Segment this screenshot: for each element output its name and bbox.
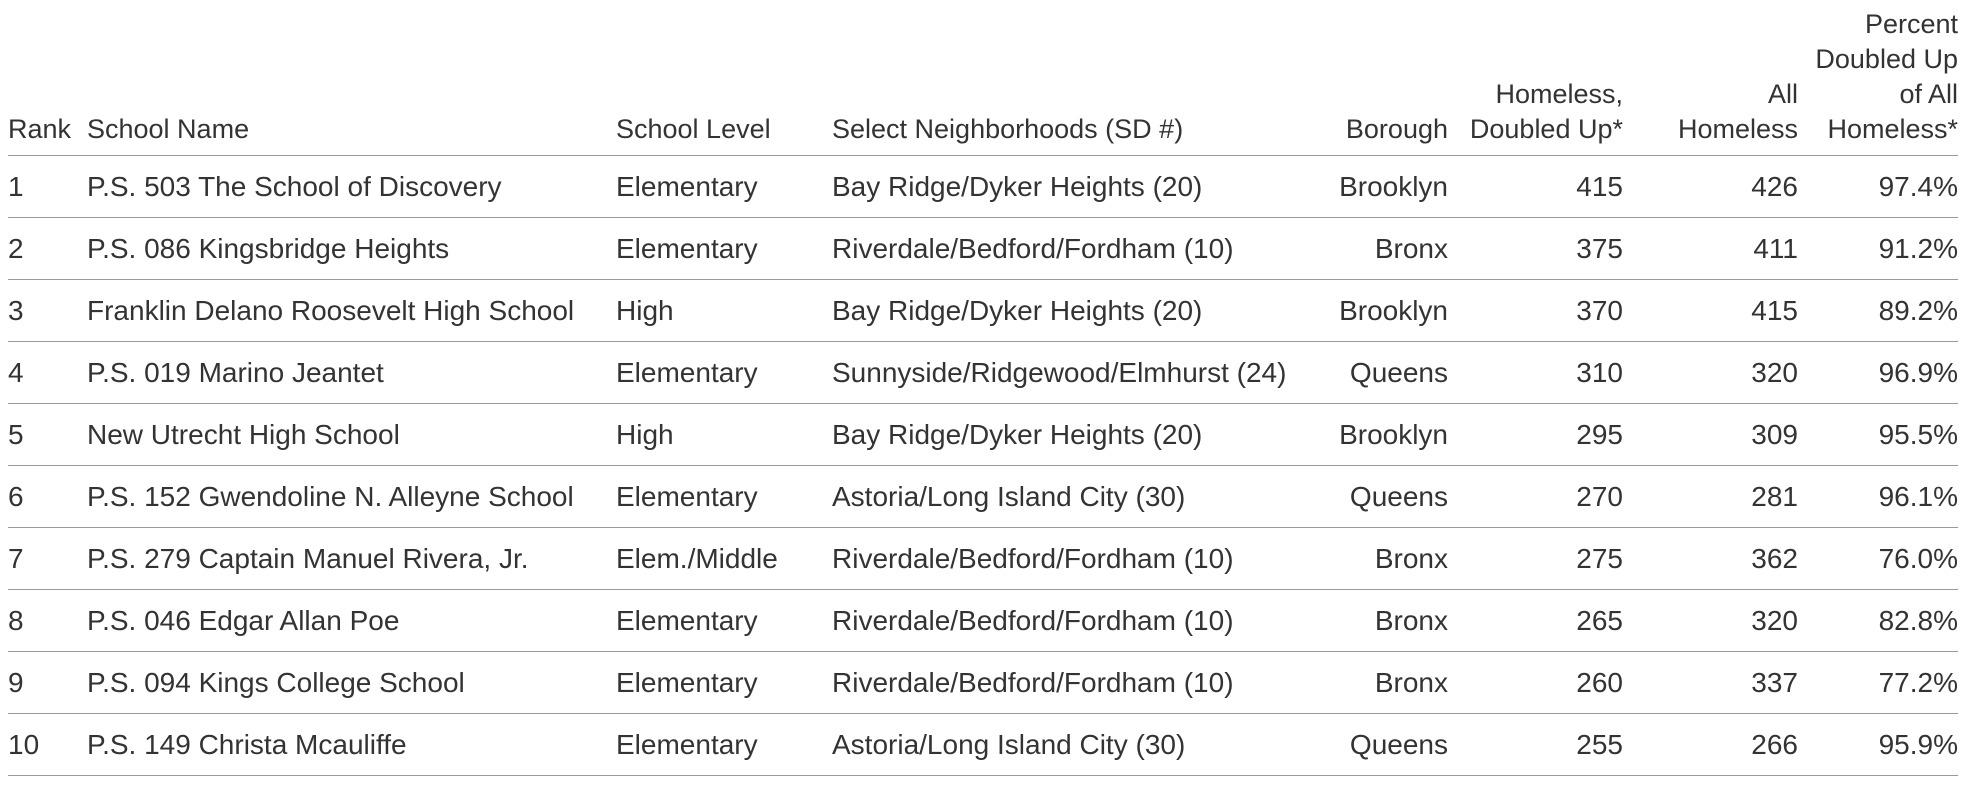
- cell-rank: 2: [8, 218, 87, 280]
- cell-all-homeless: 415: [1623, 280, 1798, 342]
- cell-percent: 97.4%: [1798, 156, 1958, 218]
- header-borough: Borough: [1320, 0, 1448, 156]
- header-homeless-doubled-up: [1448, 0, 1623, 156]
- cell-borough: Bronx: [1320, 590, 1448, 652]
- table-row: [8, 280, 1958, 342]
- cell-all-homeless: 411: [1623, 218, 1798, 280]
- cell-school-name: P.S. 503 The School of Discovery: [87, 156, 616, 218]
- cell-rank: 4: [8, 342, 87, 404]
- cell-borough: Bronx: [1320, 218, 1448, 280]
- cell-neighborhood: Bay Ridge/Dyker Heights (20): [832, 156, 1320, 218]
- cell-rank: 8: [8, 590, 87, 652]
- cell-doubled-up: 265: [1448, 590, 1623, 652]
- cell-percent: 91.2%: [1798, 218, 1958, 280]
- header-percent-line3: of All: [1899, 79, 1958, 109]
- cell-rank: 6: [8, 466, 87, 528]
- cell-school-level: Elementary: [616, 590, 832, 652]
- cell-doubled-up: 370: [1448, 280, 1623, 342]
- cell-rank: 1: [8, 156, 87, 218]
- cell-borough: Queens: [1320, 714, 1448, 776]
- cell-rank: 9: [8, 652, 87, 714]
- cell-school-name: P.S. 019 Marino Jeantet: [87, 342, 616, 404]
- cell-all-homeless: 426: [1623, 156, 1798, 218]
- cell-borough: Queens: [1320, 466, 1448, 528]
- cell-borough: Brooklyn: [1320, 156, 1448, 218]
- table-row: [8, 714, 1958, 776]
- table-row: [8, 404, 1958, 466]
- cell-percent: 76.0%: [1798, 528, 1958, 590]
- cell-school-level: Elem./Middle: [616, 528, 832, 590]
- cell-percent: 77.2%: [1798, 652, 1958, 714]
- cell-neighborhood: Astoria/Long Island City (30): [832, 466, 1320, 528]
- header-homeless-doubled-up-line1: Homeless,: [1495, 79, 1623, 109]
- cell-borough: Bronx: [1320, 652, 1448, 714]
- cell-school-level: Elementary: [616, 466, 832, 528]
- cell-neighborhood: Bay Ridge/Dyker Heights (20): [832, 404, 1320, 466]
- cell-doubled-up: 295: [1448, 404, 1623, 466]
- cell-all-homeless: 337: [1623, 652, 1798, 714]
- table-row: [8, 342, 1958, 404]
- cell-school-name: P.S. 046 Edgar Allan Poe: [87, 590, 616, 652]
- cell-all-homeless: 266: [1623, 714, 1798, 776]
- cell-doubled-up: 270: [1448, 466, 1623, 528]
- header-neighborhoods: Select Neighborhoods (SD #): [832, 0, 1320, 156]
- cell-percent: 82.8%: [1798, 590, 1958, 652]
- cell-all-homeless: 320: [1623, 590, 1798, 652]
- header-rank: Rank: [8, 0, 87, 156]
- header-percent-doubled-up: [1798, 0, 1958, 156]
- cell-school-level: Elementary: [616, 218, 832, 280]
- cell-rank: 5: [8, 404, 87, 466]
- cell-neighborhood: Riverdale/Bedford/Fordham (10): [832, 528, 1320, 590]
- cell-school-name: Franklin Delano Roosevelt High School: [87, 280, 616, 342]
- cell-borough: Brooklyn: [1320, 280, 1448, 342]
- cell-neighborhood: Riverdale/Bedford/Fordham (10): [832, 590, 1320, 652]
- table-row: [8, 156, 1958, 218]
- table-row: [8, 218, 1958, 280]
- cell-school-name: P.S. 086 Kingsbridge Heights: [87, 218, 616, 280]
- schools-table-container: [8, 0, 1958, 776]
- cell-doubled-up: 255: [1448, 714, 1623, 776]
- cell-school-level: High: [616, 404, 832, 466]
- cell-doubled-up: 260: [1448, 652, 1623, 714]
- cell-school-name: New Utrecht High School: [87, 404, 616, 466]
- cell-doubled-up: 310: [1448, 342, 1623, 404]
- cell-neighborhood: Riverdale/Bedford/Fordham (10): [832, 218, 1320, 280]
- cell-neighborhood: Astoria/Long Island City (30): [832, 714, 1320, 776]
- table-row: [8, 590, 1958, 652]
- table-row: [8, 652, 1958, 714]
- cell-school-level: Elementary: [616, 714, 832, 776]
- cell-school-name: P.S. 149 Christa Mcauliffe: [87, 714, 616, 776]
- cell-neighborhood: Riverdale/Bedford/Fordham (10): [832, 652, 1320, 714]
- cell-all-homeless: 362: [1623, 528, 1798, 590]
- cell-doubled-up: 375: [1448, 218, 1623, 280]
- cell-doubled-up: 415: [1448, 156, 1623, 218]
- header-all-homeless-line2: Homeless: [1677, 114, 1798, 144]
- cell-rank: 7: [8, 528, 87, 590]
- cell-percent: 89.2%: [1798, 280, 1958, 342]
- cell-rank: 3: [8, 280, 87, 342]
- cell-neighborhood: Sunnyside/Ridgewood/Elmhurst (24): [832, 342, 1320, 404]
- cell-all-homeless: 281: [1623, 466, 1798, 528]
- cell-percent: 96.9%: [1798, 342, 1958, 404]
- header-all-homeless-line1: All: [1767, 79, 1798, 109]
- cell-all-homeless: 320: [1623, 342, 1798, 404]
- cell-rank: 10: [8, 714, 87, 776]
- cell-school-name: P.S. 279 Captain Manuel Rivera, Jr.: [87, 528, 616, 590]
- cell-percent: 96.1%: [1798, 466, 1958, 528]
- header-all-homeless: [1623, 0, 1798, 156]
- table-row: [8, 528, 1958, 590]
- cell-school-level: High: [616, 280, 832, 342]
- header-school-name: School Name: [87, 0, 616, 156]
- cell-neighborhood: Bay Ridge/Dyker Heights (20): [832, 280, 1320, 342]
- schools-table: [8, 0, 1958, 776]
- cell-borough: Brooklyn: [1320, 404, 1448, 466]
- cell-doubled-up: 275: [1448, 528, 1623, 590]
- table-header-row: [8, 0, 1958, 156]
- header-percent-line4: Homeless*: [1827, 114, 1958, 144]
- header-school-level: School Level: [616, 0, 832, 156]
- table-row: [8, 466, 1958, 528]
- cell-borough: Queens: [1320, 342, 1448, 404]
- cell-school-name: P.S. 152 Gwendoline N. Alleyne School: [87, 466, 616, 528]
- cell-school-name: P.S. 094 Kings College School: [87, 652, 616, 714]
- header-percent-line1: Percent: [1864, 9, 1958, 39]
- cell-school-level: Elementary: [616, 652, 832, 714]
- cell-percent: 95.5%: [1798, 404, 1958, 466]
- cell-percent: 95.9%: [1798, 714, 1958, 776]
- cell-school-level: Elementary: [616, 156, 832, 218]
- header-homeless-doubled-up-line2: Doubled Up*: [1469, 114, 1623, 144]
- cell-school-level: Elementary: [616, 342, 832, 404]
- header-percent-line2: Doubled Up: [1815, 44, 1958, 74]
- cell-all-homeless: 309: [1623, 404, 1798, 466]
- cell-borough: Bronx: [1320, 528, 1448, 590]
